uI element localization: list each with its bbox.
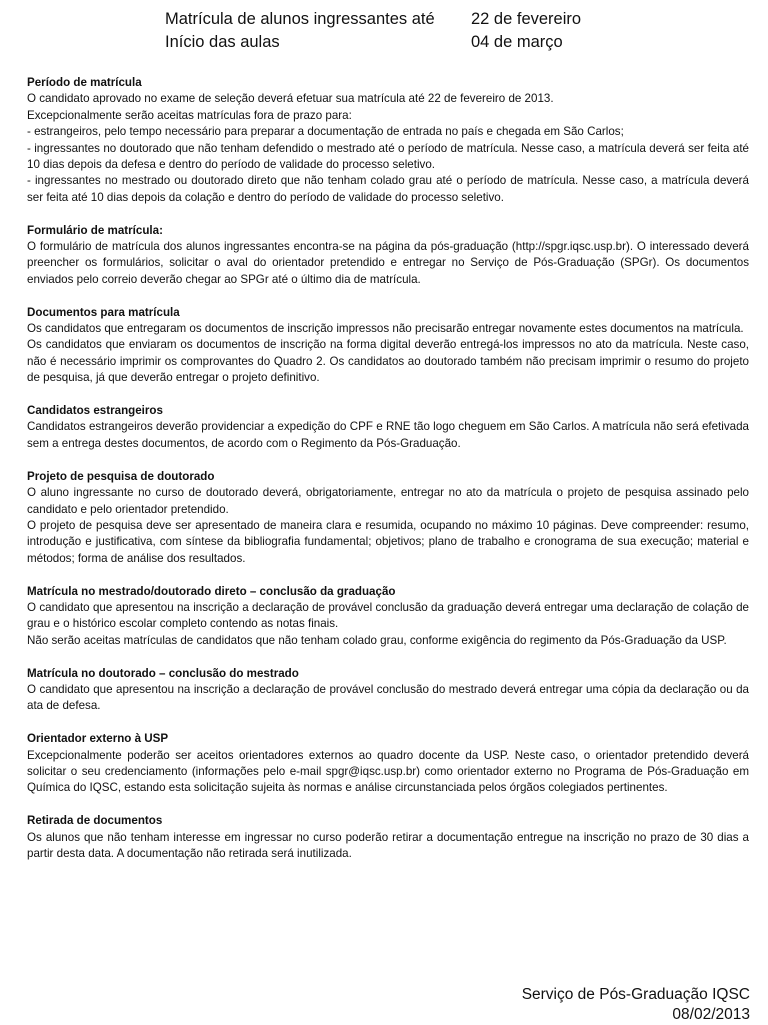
date-row-classes-start: [165, 31, 605, 54]
section-title: Orientador externo à USP: [27, 732, 169, 746]
paragraph: Os alunos que não tenham interesse em ingressar no curso poderão retirar a documentação entregue na inscrição no prazo de 30 dias a partir desta data. A documentação não retirada será inutilizada.: [27, 830, 749, 860]
paragraph: - ingressantes no doutorado que não tenham defendido o mestrado até o período de matrícula. Nesse caso, a matrícula deverá ser feita até 10 dias depois da defesa e dentro do período de validade do processo seletivo.: [27, 141, 749, 172]
section-enrollment-form: [27, 223, 749, 289]
section-title: Matrícula no doutorado – conclusão do mestrado: [27, 666, 299, 680]
paragraph: Candidatos estrangeiros deverão providenciar a expedição do CPF e RNE tão logo cheguem em São Carlos. A matrícula não será efetivada sem a entrega destes documentos, de acordo com o Regimento da Pós-Graduação.: [27, 420, 749, 450]
section-document-withdrawal: [27, 813, 749, 862]
section-title: Formulário de matrícula:: [27, 223, 163, 237]
paragraph: Os candidatos que entregaram os documentos de inscrição impressos não precisarão entregar novamente estes documentos na matrícula.: [27, 322, 744, 336]
document-date: 08/02/2013: [672, 1006, 750, 1023]
paragraph: - ingressantes no mestrado ou doutorado direto que não tenham colado grau até o período de matrícula. Nesse caso, a matrícula deverá ser feita até 10 dias depois da colação e dentro do período de validade do processo seletivo.: [27, 174, 749, 204]
key-dates: [165, 8, 605, 54]
paragraph: Não serão aceitas matrículas de candidatos que não tenham colado grau, conforme exigência do regimento da Pós-Graduação da USP.: [27, 633, 727, 647]
section-title: Documentos para matrícula: [27, 305, 180, 319]
date-value: 22 de fevereiro: [471, 10, 582, 28]
section-enrollment-documents: [27, 305, 749, 387]
section-doctorate-masters-completion: [27, 666, 749, 715]
section-title: Candidatos estrangeiros: [27, 404, 163, 418]
paragraph: O candidato que apresentou na inscrição a declaração de provável conclusão do mestrado deverá entregar uma cópia da declaração ou da ata de defesa.: [27, 682, 749, 713]
paragraph: O candidato que apresentou na inscrição a declaração de provável conclusão da graduação deverá entregar uma declaração de colação de grau e o histórico escolar completo contendo as notas finais.: [27, 600, 749, 631]
paragraph: Excepcionalmente poderão ser aceitos orientadores externos ao quadro docente da USP. Neste caso, o orientador pretendido deverá solicitar o seu credenciamento (informações pelo e-mail spgr@iqsc.usp.br) como orientador externo no Programa de Pós-Graduação em Química do IQSC, estando esta solicitação sujeita às normas e análise circunstanciada pelos órgãos colegiados pertinentes.: [27, 748, 749, 795]
date-label: Início das aulas: [165, 33, 280, 51]
date-row-enrollment: [165, 8, 605, 31]
section-doctoral-project: [27, 469, 749, 567]
section-title: Retirada de documentos: [27, 814, 163, 828]
section-enrollment-period: [27, 75, 749, 206]
paragraph: Excepcionalmente serão aceitas matrículas fora de prazo para:: [27, 108, 352, 122]
section-masters-graduation: [27, 584, 749, 650]
office-name: Serviço de Pós-Graduação IQSC: [521, 986, 750, 1003]
section-title: Matrícula no mestrado/doutorado direto – conclusão da graduação: [27, 584, 396, 598]
paragraph: - estrangeiros, pelo tempo necessário para preparar a documentação de entrada no país e chegada em São Carlos;: [27, 125, 624, 139]
paragraph: O candidato aprovado no exame de seleção deverá efetuar sua matrícula até 22 de fevereiro de 2013.: [27, 92, 554, 106]
date-label: Matrícula de alunos ingressantes até: [165, 10, 435, 28]
document-body: [27, 75, 749, 879]
paragraph: O aluno ingressante no curso de doutorado deverá, obrigatoriamente, entregar no ato da matrícula o projeto de pesquisa assinado pelo candidato e pelo orientador pretendido.: [27, 486, 749, 516]
paragraph: O formulário de matrícula dos alunos ingressantes encontra-se na página da pós-graduação (http://spgr.iqsc.usp.br). O interessado deverá preencher os formulários, solicitar o aval do orientador pretendido e entregar no Serviço de Pós-Graduação (SPGr). Os documentos enviados pelo correio deverão chegar ao SPGr até o último dia de matrícula.: [27, 240, 749, 286]
section-foreign-candidates: [27, 403, 749, 452]
section-external-advisor: [27, 731, 749, 797]
paragraph: O projeto de pesquisa deve ser apresentado de maneira clara e resumida, ocupando no máximo 10 páginas. Deve compreender: resumo, introdução e justificativa, com síntese da bibliografia fundamental; objetivos; plano de trabalho e cronograma de sua execução; material e métodos; forma de análise dos resultados.: [27, 518, 749, 565]
date-value: 04 de março: [471, 33, 563, 51]
paragraph: Os candidatos que enviaram os documentos de inscrição na forma digital deverão entregá-los impressos no ato da matrícula. Neste caso, não é necessário imprimir os comprovantes do Quadro 2. Os candidatos ao doutorado também não precisam imprimir o resumo do projeto de pesquisa, já que deverão entregar o projeto definitivo.: [27, 338, 749, 385]
section-title: Período de matrícula: [27, 76, 142, 89]
section-title: Projeto de pesquisa de doutorado: [27, 469, 215, 483]
signature-block: [522, 985, 750, 1025]
